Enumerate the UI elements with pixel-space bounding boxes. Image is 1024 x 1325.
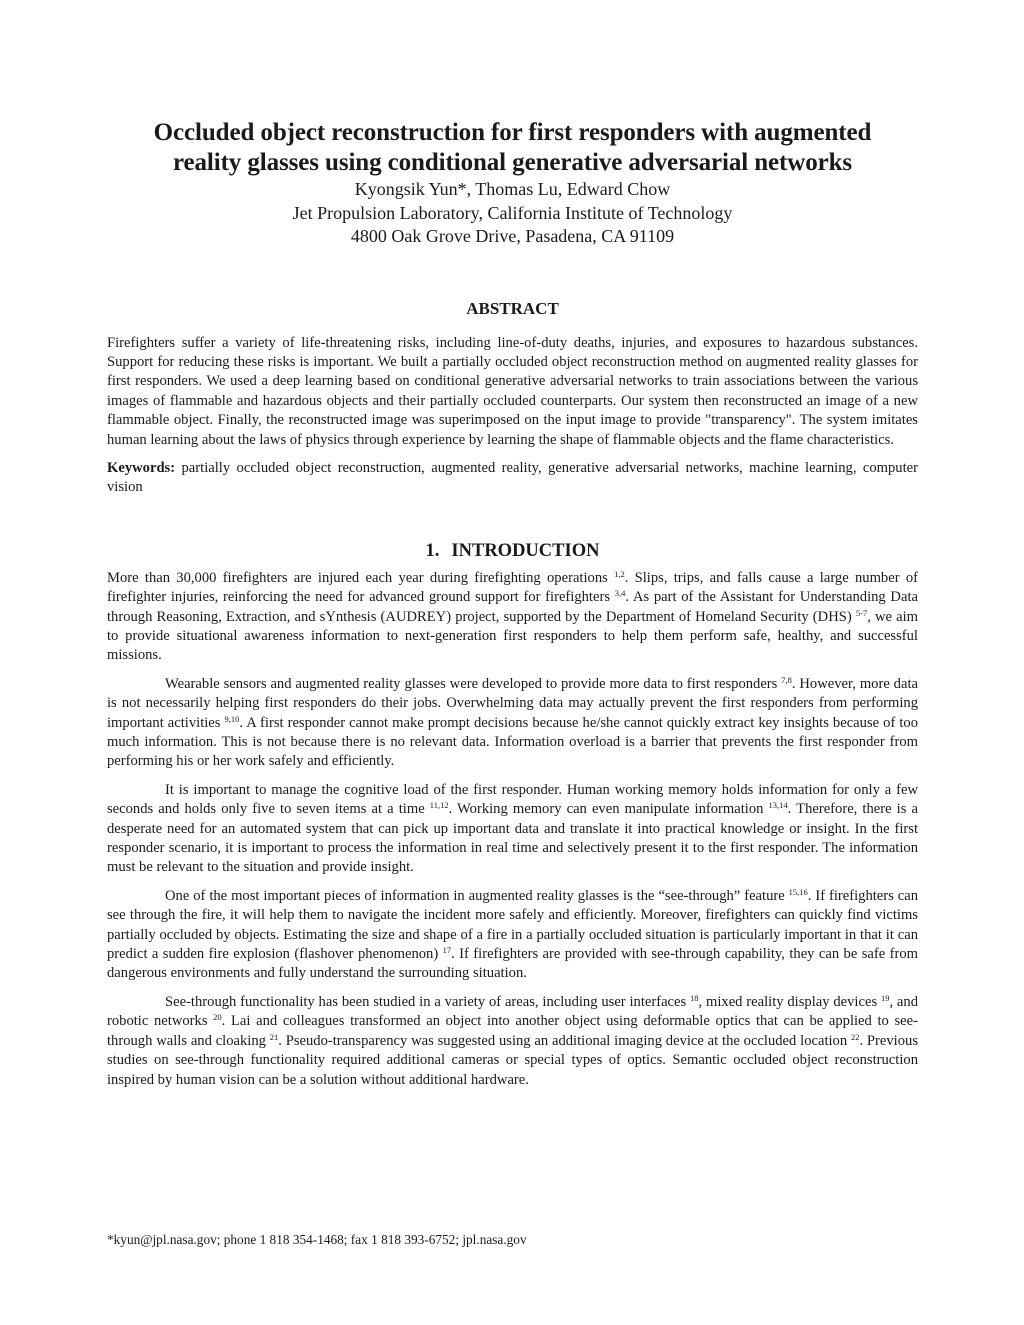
title-line-2: reality glasses using conditional generative adversarial networks (172, 149, 853, 176)
keywords-label: Keywords: (107, 459, 176, 476)
text-run: See-through functionality has been studied in a variety of areas, including user interfaces (165, 993, 691, 1010)
text-run: . If firefighters are provided with see-through capability, they can be safe from dangerous environments and fully understand the surrounding situation. (107, 946, 918, 982)
text-run: It is important to manage the cognitive load of the first responder. Human working memory holds information for only a few seconds and holds only five to seven items at a time (107, 781, 918, 818)
citation: 7,8 (781, 674, 792, 685)
text-run: . Slips, trips, and falls cause a large number of firefighter injuries, reinforcing the need for advanced ground support for firefighters (107, 569, 918, 606)
text-run: . A first responder cannot make prompt decisions because he/she cannot quickly extract key insights because of too much information. This is not because there is no relevant data. Information overload is a barrier that prevents the first responder from performing his or her work safely and efficiently. (107, 714, 918, 770)
text-run: . Pseudo-transparency was suggested using an additional imaging device at the occluded location (278, 1032, 851, 1049)
citation: 3,4 (614, 588, 626, 599)
text-run: , we aim to provide situational awareness information to next-generation first responders to help them perform safe, healthy, and successful missions. (107, 608, 918, 664)
intro-paragraph-1 (107, 569, 918, 666)
citation: 1,2 (614, 568, 625, 579)
intro-paragraph-4 (107, 887, 918, 984)
section-heading-introduction (107, 539, 918, 563)
citation: 15,16 (788, 886, 808, 897)
paper-page (107, 118, 918, 1090)
text-run: . Therefore, there is a desperate need for an automated system that can pick up important data and translate it into practical knowledge or insight. In the first responder scenario, it is important to process the information in real time and selectively present it to the first responder. The information must be relevant to the situation and provide insight. (107, 801, 918, 876)
text-run: . Previous studies on see-through functionality required additional cameras or special types of optics. Semantic occluded object reconstruction inspired by human vision can be a solution without additional hardware. (107, 1032, 919, 1088)
text-run: More than 30,000 firefighters are injured each year during firefighting operations (107, 569, 615, 586)
citation: 17 (442, 945, 452, 956)
text-run: , mixed reality display devices (698, 993, 881, 1010)
text-run: One of the most important pieces of information in augmented reality glasses is the “see-through” feature (165, 887, 789, 904)
text-run: . Working memory can even manipulate information (448, 801, 769, 818)
citation: 21 (269, 1031, 279, 1042)
citation: 11,12 (429, 800, 449, 811)
citation: 5-7 (855, 607, 868, 618)
keywords-text: partially occluded object reconstruction, augmented reality, generative adversarial networks, machine learning, computer vision (107, 459, 918, 496)
text-run: . As part of the Assistant for Understanding Data through Reasoning, Extraction, and sYnthesis (AUDREY) project, supported by the Department of Homeland Security (DHS) (107, 589, 918, 625)
citation: 20 (213, 1012, 222, 1023)
keywords (107, 459, 918, 498)
citation: 9,10 (224, 713, 240, 724)
author-list: Kyongsik Yun*, Thomas Lu, Edward Chow (354, 179, 671, 199)
text-run: Wearable sensors and augmented reality glasses were developed to provide more data to first responders (165, 675, 782, 692)
affiliation: Jet Propulsion Laboratory, California Institute of Technology (292, 202, 733, 223)
text-run: . Lai and colleagues transformed an object into another object using deformable optics that can be applied to see-through walls and cloaking (107, 1013, 919, 1049)
citation: 13,14 (768, 800, 788, 811)
intro-paragraph-2 (107, 675, 918, 772)
citation: 19 (880, 992, 890, 1003)
abstract-heading: ABSTRACT (466, 298, 559, 318)
section-title: INTRODUCTION (451, 540, 600, 561)
intro-paragraph-3 (107, 781, 918, 878)
abstract-text: Firefighters suffer a variety of life-threatening risks, including line-of-duty deaths, injuries, and exposures to hazardous substances. Support for reducing these risks is important. We built a partially occluded object reconstruction method on augmented reality glasses for first responders. We used a deep learning based on conditional generative adversarial networks to train associations between the various images of flammable and hazardous objects and their partially occluded counterparts. Our system then reconstructed an image of a new flammable object. Finally, the reconstructed image was superimposed on the input image to provide "transparency". The system imitates human learning about the laws of physics through experience by learning the shape of flammable objects and the flame characteristics. (107, 334, 918, 448)
title-line-1: Occluded object reconstruction for first responders with augmented (153, 119, 872, 146)
section-number: 1. (425, 540, 440, 561)
address: 4800 Oak Grove Drive, Pasadena, CA 91109 (350, 226, 675, 246)
citation: 22 (850, 1031, 860, 1042)
text-run: . If firefighters can see through the fire, it will help them to navigate the incident more safely and efficiently. Moreover, firefighters can quickly find victims partially occluded by objects. Estimating the size and shape of a fire in a partially occluded situation is particularly important in that it can predict a sudden fire explosion (flashover phenomenon) (107, 887, 918, 963)
text-run: , and robotic networks (107, 993, 918, 1030)
intro-paragraph-5 (107, 993, 918, 1090)
paper-title (107, 118, 918, 178)
text-run: . However, more data is not necessarily helping first responders do their jobs. Overwhelming data may actually prevent the first responders from performing important activities (107, 675, 918, 731)
footnote-contact: *kyun@jpl.nasa.gov; phone 1 818 354-1468; fax 1 818 393-6752; jpl.nasa.gov (107, 1232, 527, 1247)
citation: 18 (690, 992, 699, 1003)
